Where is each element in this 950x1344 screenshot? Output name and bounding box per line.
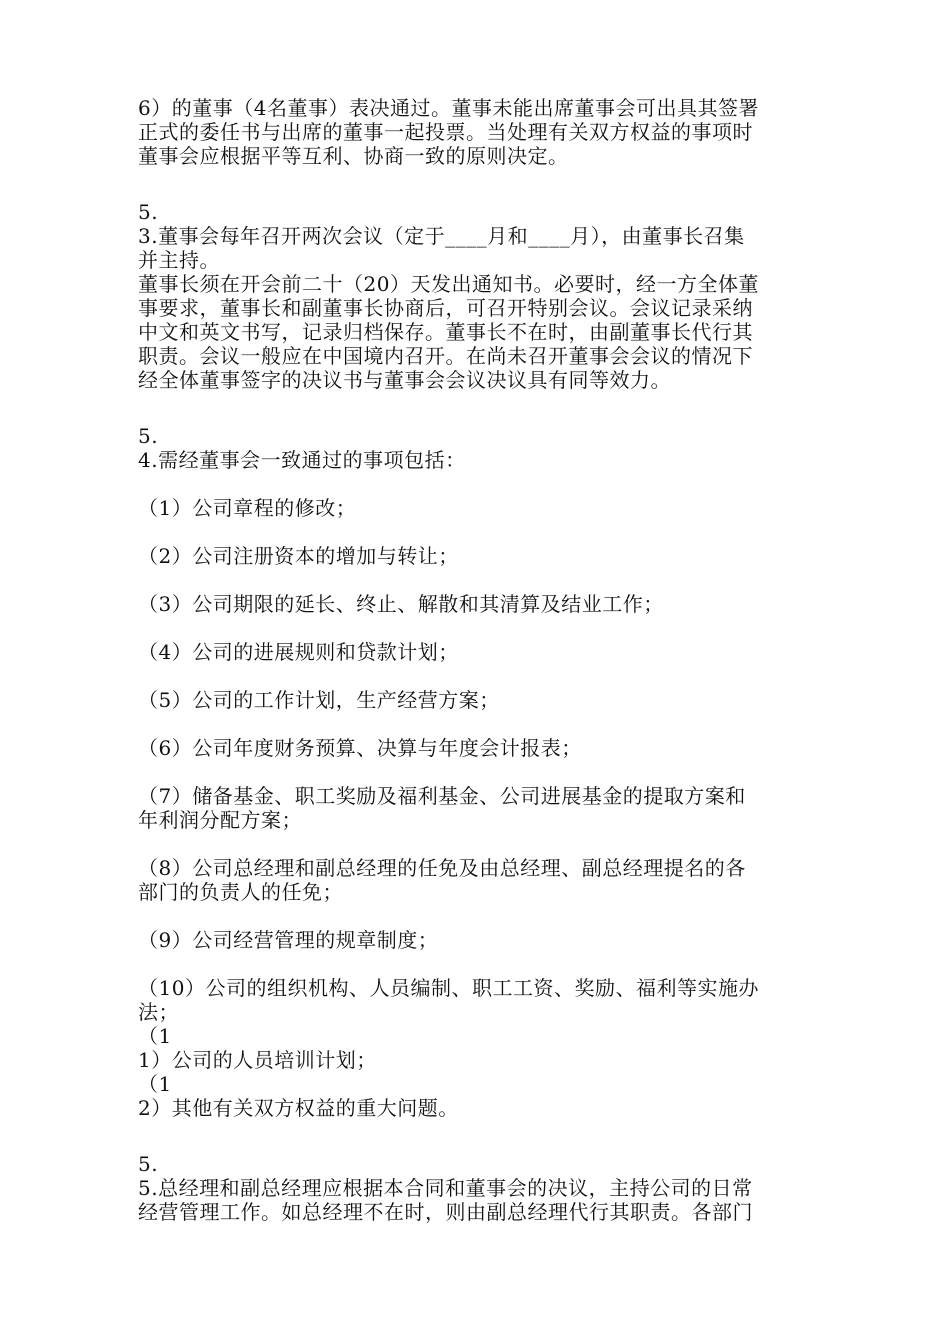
text-line: 经全体董事签字的决议书与董事会会议决议具有同等效力。 [138, 368, 671, 392]
list-item: （6）公司年度财务预算、决算与年度会计报表； [138, 736, 582, 760]
section-5-3 [138, 200, 828, 392]
text-line: 正式的委任书与出席的董事一起投票。当处理有关双方权益的事项时 [138, 120, 753, 144]
section-5-5 [138, 1152, 828, 1224]
text-line: 5.总经理和副总经理应根据本合同和董事会的决议，主持公司的日常 [138, 1176, 753, 1200]
text-line: 事要求，董事长和副董事长协商后，可召开特别会议。会议记录采纳 [138, 296, 753, 320]
text-line: 并主持。 [138, 248, 220, 272]
list-item: （1 [138, 1072, 172, 1096]
text-line: 董事会应根据平等互利、协商一致的原则决定。 [138, 144, 569, 168]
list-item-continuation: 1）公司的人员培训计划； [138, 1048, 377, 1072]
document-page [138, 96, 828, 1224]
list-item: （3）公司期限的延长、终止、解散和其清算及结业工作； [138, 592, 664, 616]
list-item: （7）储备基金、职工奖励及福利基金、公司进展基金的提取方案和 [138, 784, 746, 808]
text-line: 董事长须在开会前二十（20）天发出通知书。必要时，经一方全体董 [138, 272, 759, 296]
section-prefix: 5. [138, 424, 159, 448]
list-item-continuation: 法； [138, 1000, 179, 1024]
list-item: （2）公司注册资本的增加与转让； [138, 544, 459, 568]
text-line: 3.董事会每年召开两次会议（定于____月和____月），由董事长召集 [138, 224, 745, 248]
section-5-4 [138, 424, 828, 1120]
text-line: 经营管理工作。如总经理不在时，则由副总经理代行其职责。各部门 [138, 1200, 753, 1224]
list-item: （8）公司总经理和副总经理的任免及由总经理、副总经理提名的各 [138, 856, 746, 880]
section-title: 4.需经董事会一致通过的事项包括： [138, 448, 466, 472]
list-item-continuation: 年利润分配方案； [138, 808, 302, 832]
list-item-continuation: 2）其他有关双方权益的重大问题。 [138, 1096, 459, 1120]
list-item: （1）公司章程的修改； [138, 496, 357, 520]
list-item: （4）公司的进展规则和贷款计划； [138, 640, 459, 664]
section-prefix: 5. [138, 1152, 159, 1176]
paragraph-board-voting [138, 96, 828, 168]
text-line: 中文和英文书写，记录归档保存。董事长不在时，由副董事长代行其 [138, 320, 753, 344]
list-item: （5）公司的工作计划，生产经营方案； [138, 688, 500, 712]
list-item: （9）公司经营管理的规章制度； [138, 928, 439, 952]
list-item: （1 [138, 1024, 172, 1048]
list-item-continuation: 部门的负责人的任免； [138, 880, 343, 904]
section-prefix: 5. [138, 200, 159, 224]
text-line: 职责。会议一般应在中国境内召开。在尚未召开董事会会议的情况下 [138, 344, 753, 368]
text-line: 6）的董事（4名董事）表决通过。董事未能出席董事会可出具其签署 [138, 96, 759, 120]
list-item: （10）公司的组织机构、人员编制、职工工资、奖励、福利等实施办 [138, 976, 759, 1000]
